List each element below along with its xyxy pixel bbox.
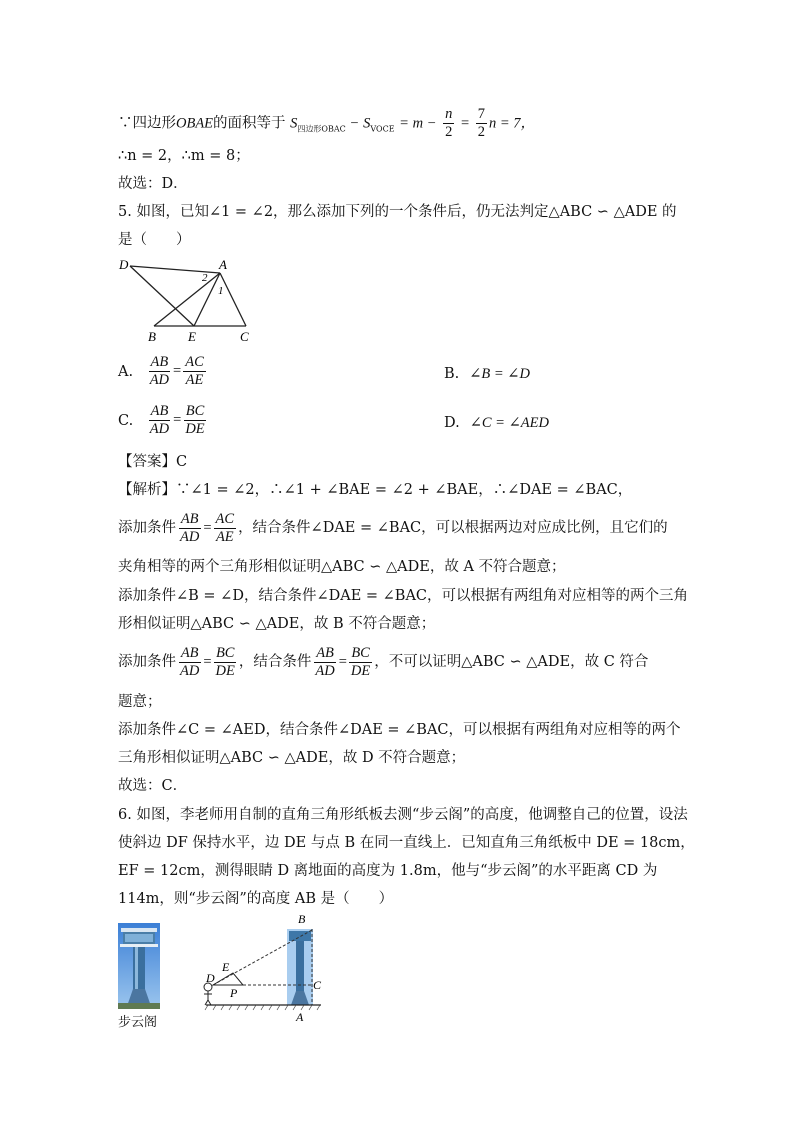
- option-text: ∠B = ∠D: [469, 366, 530, 382]
- label-E: E: [188, 329, 196, 343]
- analysis-text: ，不可以证明△ABC ∽ △ADE，故 C 符合: [374, 654, 649, 670]
- area-sub: VOCE: [370, 124, 395, 134]
- equals: =: [203, 654, 212, 670]
- label-B: B: [148, 329, 156, 343]
- segment-AB: [154, 273, 220, 326]
- q6-line-2: 使斜边 DF 保持水平，边 DE 与点 B 在同一直线上．已知直角三角纸板中 DE = 18cm，: [118, 835, 695, 851]
- option-A[interactable]: [118, 354, 208, 389]
- area-sub: 四边形OBAC: [297, 124, 346, 134]
- numerator: BC: [215, 644, 235, 661]
- option-label: D.: [444, 415, 460, 431]
- area-symbol: S: [363, 115, 371, 132]
- q5-analysis-1: 【解析】∵∠1 = ∠2，∴∠1 + ∠BAE = ∠2 + ∠BAE，∴∠DAE = ∠BAC，: [118, 482, 633, 498]
- label-E: E: [222, 960, 230, 974]
- label-angle-2: 2: [202, 272, 208, 284]
- numerator: BC: [351, 644, 370, 661]
- quad-name: OBAE: [176, 115, 214, 132]
- label-angle-1: 1: [218, 285, 224, 297]
- photo-caption: 步云阁: [118, 1015, 158, 1030]
- q5-analysis-7: 题意；: [118, 694, 162, 710]
- q5-analysis-8: 添加条件∠C = ∠AED，结合条件∠DAE = ∠BAC，可以根据有两组角对应相等的两个: [118, 722, 681, 738]
- label-B: B: [298, 913, 306, 926]
- denominator: DE: [350, 662, 371, 679]
- tower-photo: [118, 923, 160, 1009]
- fraction: [183, 403, 206, 438]
- denominator: AE: [185, 372, 204, 388]
- denominator: AD: [180, 528, 200, 545]
- numerator: n: [445, 106, 453, 122]
- triangle-board: [213, 973, 243, 985]
- fraction: [476, 106, 487, 141]
- tower-top: [289, 931, 311, 941]
- numerator: AB: [180, 510, 199, 527]
- q6-line-4: 114m，则“步云阁”的高度 AB 是（ ）: [118, 891, 394, 907]
- q6-figure: [196, 913, 326, 1023]
- denominator: 2: [445, 124, 453, 140]
- label-A: A: [296, 1010, 304, 1023]
- option-label: C.: [118, 412, 134, 429]
- person-body: [204, 991, 212, 1005]
- equation: = m −: [399, 115, 437, 132]
- label-D: D: [206, 971, 215, 985]
- fraction: [349, 645, 372, 680]
- denominator: 2: [477, 124, 485, 140]
- analysis-text: ，结合条件∠DAE = ∠BAC，可以根据两边对应成比例，且它们的: [238, 520, 668, 536]
- label-C: C: [240, 329, 249, 343]
- fraction: [148, 403, 171, 438]
- denominator: AD: [180, 662, 200, 679]
- denominator: AD: [149, 372, 170, 388]
- q5-analysis-9: 三角形相似证明△ABC ∽ △ADE，故 D 不符合题意；: [118, 750, 466, 766]
- option-label: A.: [118, 363, 134, 380]
- fraction: [178, 511, 201, 546]
- q4-line-3: 故选：D．: [118, 176, 188, 192]
- fraction: [148, 354, 171, 389]
- numerator: AC: [185, 354, 204, 370]
- minus: −: [350, 115, 359, 132]
- tower-shaft: [296, 941, 304, 995]
- numerator: 7: [477, 106, 485, 122]
- equals: =: [173, 412, 182, 428]
- equals: =: [173, 363, 182, 379]
- area-symbol: S: [290, 115, 298, 132]
- q5-analysis-10: 故选：C．: [118, 778, 188, 794]
- q5-analysis-3: 夹角相等的两个三角形相似证明△ABC ∽ △ADE，故 A 不符合题意；: [118, 559, 566, 575]
- option-text: ∠C = ∠AED: [469, 415, 549, 431]
- q5-analysis-2: [118, 508, 668, 548]
- equals: =: [203, 520, 212, 536]
- q6-line-3: EF = 12cm，测得眼睛 D 离地面的高度为 1.8m，他与“步云阁”的水平距离 CD 为: [118, 863, 658, 879]
- analysis-text: ，结合条件: [238, 654, 312, 670]
- analysis-text: 添加条件: [118, 654, 176, 670]
- analysis-text: 添加条件: [118, 520, 176, 536]
- fraction: [443, 106, 454, 141]
- equals: =: [338, 654, 347, 670]
- segment-DE: [130, 266, 194, 326]
- denominator: AD: [315, 662, 335, 679]
- q4-text: ∵四边形: [118, 115, 176, 132]
- label-A: A: [219, 257, 227, 272]
- denominator: AD: [149, 421, 170, 437]
- denominator: DE: [185, 421, 205, 437]
- q5-analysis-6: [118, 642, 648, 682]
- q4-line-1: [118, 106, 535, 141]
- fraction: [183, 354, 206, 389]
- denominator: AE: [215, 528, 234, 545]
- fraction: [214, 511, 237, 546]
- q5-answer: 【答案】C: [118, 454, 188, 470]
- option-B[interactable]: [444, 366, 530, 383]
- segment-AC: [220, 273, 246, 326]
- equation: =: [460, 115, 470, 132]
- numerator: AC: [215, 510, 235, 527]
- option-C[interactable]: [118, 403, 209, 438]
- q5-stem-2: 是（ ）: [118, 232, 191, 248]
- q4-line-2: ∴n = 2，∴m = 8；: [118, 148, 250, 164]
- option-label: B.: [444, 366, 460, 382]
- label-C: C: [313, 978, 322, 992]
- numerator: AB: [150, 403, 169, 419]
- numerator: AB: [150, 354, 169, 370]
- fraction: [178, 645, 201, 680]
- option-D[interactable]: [444, 415, 549, 432]
- fraction: [214, 645, 237, 680]
- numerator: AB: [180, 644, 199, 661]
- label-D: D: [119, 257, 129, 272]
- label-P: P: [230, 986, 238, 1000]
- q6-line-1: 6. 如图，李老师用自制的直角三角形纸板去测“步云阁”的高度，他调整自己的位置，设法: [118, 807, 688, 823]
- q5-figure: [116, 255, 256, 343]
- q5-analysis-4: 添加条件∠B = ∠D，结合条件∠DAE = ∠BAC，可以根据有两组角对应相等的两个三角: [118, 588, 689, 604]
- fraction: [313, 645, 336, 680]
- equation: n = 7，: [488, 115, 536, 132]
- numerator: BC: [185, 403, 205, 419]
- q5-stem-1: 5. 如图，已知∠1 = ∠2，那么添加下列的一个条件后，仍无法判定△ABC ∽ △ADE 的: [118, 204, 677, 220]
- denominator: DE: [215, 662, 235, 679]
- numerator: AB: [316, 644, 334, 661]
- q5-analysis-5: 形相似证明△ABC ∽ △ADE，故 B 不符合题意；: [118, 616, 436, 632]
- q4-text: 的面积等于: [213, 115, 286, 132]
